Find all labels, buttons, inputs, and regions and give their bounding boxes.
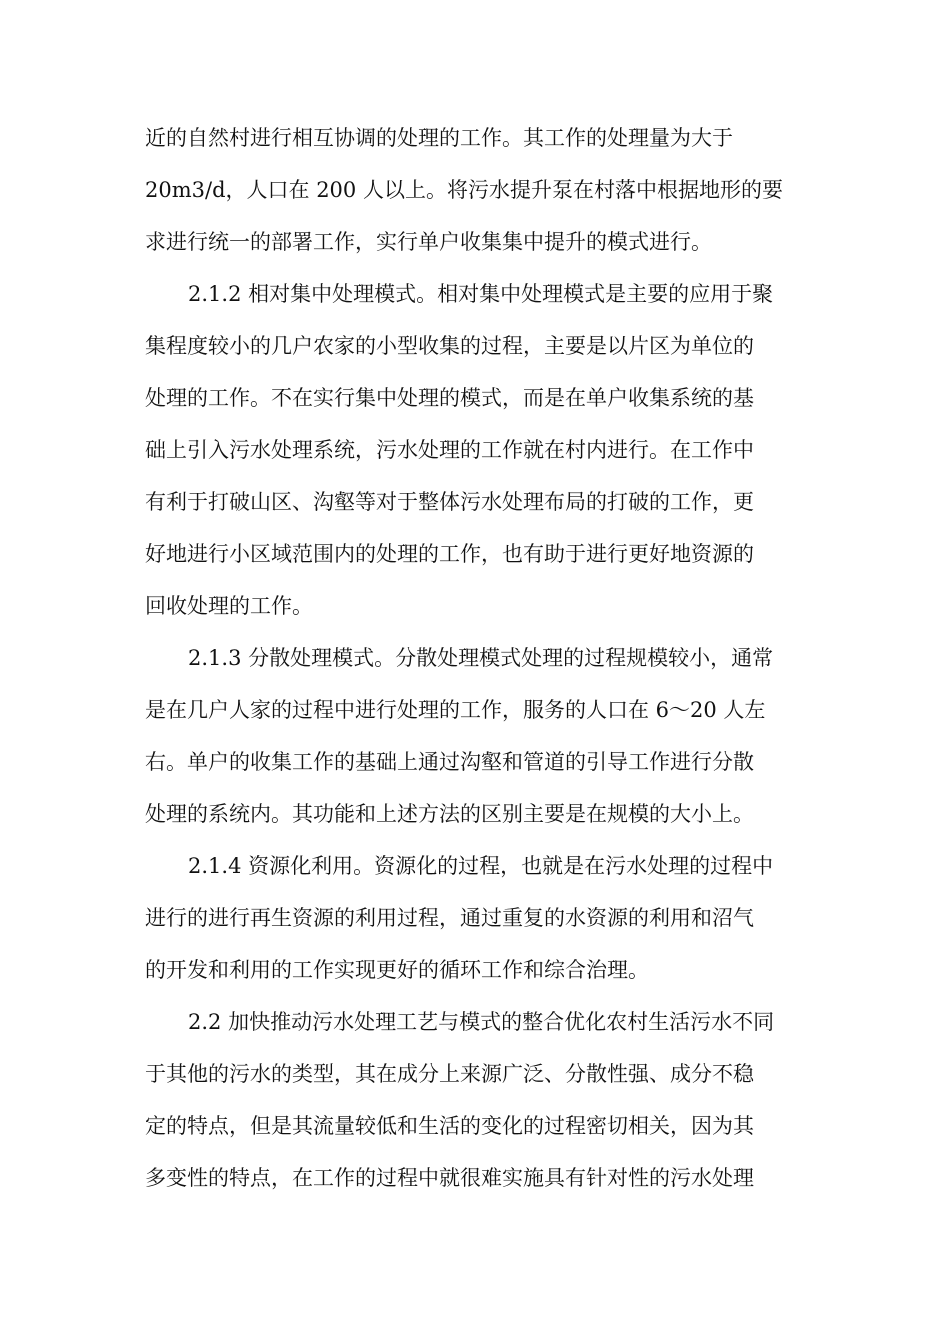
- text-line: 处理的系统内。其功能和上述方法的区别主要是在规模的大小上。: [145, 802, 754, 826]
- text-line: 回收处理的工作。: [145, 594, 313, 618]
- section-2-2-first-line: 2.2 加快推动污水处理工艺与模式的整合优化农村生活污水不同: [188, 1010, 775, 1034]
- text-line: 进行的进行再生资源的利用过程，通过重复的水资源的利用和沼气: [145, 906, 754, 930]
- text-line: 的开发和利用的工作实现更好的循环工作和综合治理。: [145, 958, 649, 982]
- text-line: 是在几户人家的过程中进行处理的工作，服务的人口在 6～20 人左: [145, 698, 766, 722]
- text-line: 处理的工作。不在实行集中处理的模式，而是在单户收集系统的基: [145, 386, 754, 410]
- section-2-1-4-first-line: 2.1.4 资源化利用。资源化的过程，也就是在污水处理的过程中: [188, 854, 774, 878]
- text-line: 定的特点，但是其流量较低和生活的变化的过程密切相关，因为其: [145, 1114, 754, 1138]
- text-line: 础上引入污水处理系统，污水处理的工作就在村内进行。在工作中: [145, 438, 754, 462]
- text-line: 多变性的特点，在工作的过程中就很难实施具有针对性的污水处理: [145, 1166, 754, 1190]
- text-line: 求进行统一的部署工作，实行单户收集集中提升的模式进行。: [145, 230, 712, 254]
- text-line: 右。单户的收集工作的基础上通过沟壑和管道的引导工作进行分散: [145, 750, 754, 774]
- section-2-1-3-first-line: 2.1.3 分散处理模式。分散处理模式处理的过程规模较小，通常: [188, 646, 774, 670]
- text-line: 20m3/d，人口在 200 人以上。将污水提升泵在村落中根据地形的要: [145, 178, 783, 202]
- text-line: 有利于打破山区、沟壑等对于整体污水处理布局的打破的工作，更: [145, 490, 754, 514]
- section-2-1-2-first-line: 2.1.2 相对集中处理模式。相对集中处理模式是主要的应用于聚: [188, 282, 774, 306]
- text-line: 近的自然村进行相互协调的处理的工作。其工作的处理量为大于: [145, 126, 733, 150]
- text-line: 集程度较小的几户农家的小型收集的过程，主要是以片区为单位的: [145, 334, 754, 358]
- text-line: 好地进行小区域范围内的处理的工作，也有助于进行更好地资源的: [145, 542, 754, 566]
- text-line: 于其他的污水的类型，其在成分上来源广泛、分散性强、成分不稳: [145, 1062, 754, 1086]
